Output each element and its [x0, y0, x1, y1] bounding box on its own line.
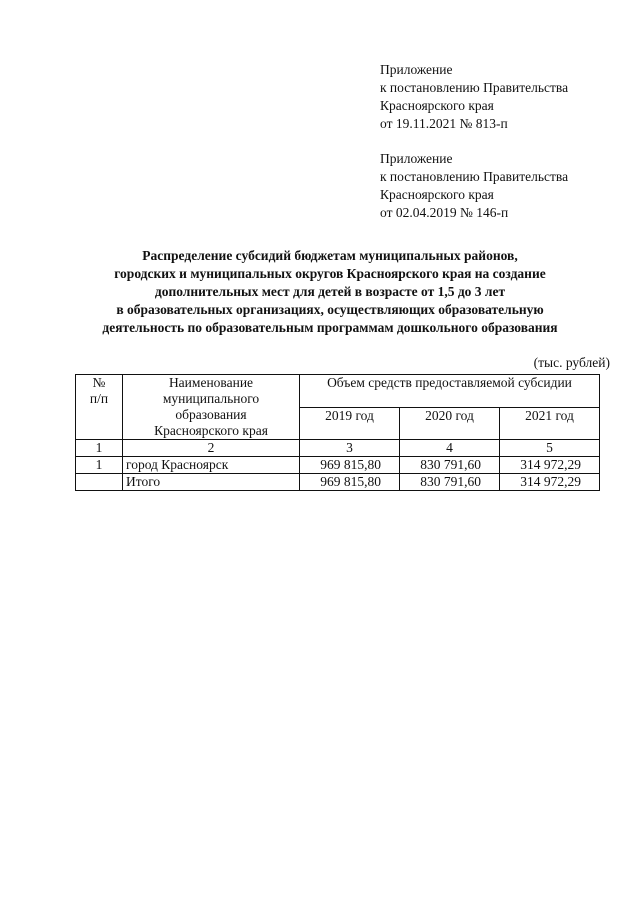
appendix-ref-line: Красноярского края	[380, 98, 494, 113]
row-value-2021: 314 972,29	[500, 457, 600, 474]
title-line: в образовательных организациях, осуществляющих образовательную	[116, 302, 544, 317]
column-number: 1	[76, 440, 123, 457]
header-name	[123, 375, 300, 440]
row-municipality-name: город Красноярск	[123, 457, 300, 474]
row-value-2019: 969 815,80	[300, 457, 400, 474]
header-subsidy-group: Объем средств предоставляемой субсидии	[300, 375, 600, 408]
row-number: 1	[76, 457, 123, 474]
title-line: деятельность по образовательным программам дошкольного образования	[102, 320, 558, 335]
appendix-ref-date: от 19.11.2021 № 813-п	[380, 116, 508, 131]
title-line: Распределение субсидий бюджетам муниципальных районов,	[142, 248, 518, 263]
column-number: 3	[300, 440, 400, 457]
document-title	[60, 247, 600, 337]
appendix-block-original	[380, 150, 630, 222]
appendix-ref-line: Красноярского края	[380, 187, 494, 202]
table-total-row	[76, 474, 600, 491]
appendix-label: Приложение	[380, 62, 453, 77]
header-number-line1: №	[92, 375, 106, 390]
column-numbers-row	[76, 440, 600, 457]
header-name-line: образования	[175, 407, 247, 422]
appendix-label: Приложение	[380, 151, 453, 166]
appendix-ref-line: к постановлению Правительства	[380, 169, 569, 184]
subsidy-table	[75, 374, 600, 491]
row-value-2020: 830 791,60	[400, 457, 500, 474]
total-value-2019: 969 815,80	[300, 474, 400, 491]
column-number: 4	[400, 440, 500, 457]
header-year-2020: 2020 год	[400, 407, 500, 440]
header-number	[76, 375, 123, 440]
total-value-2020: 830 791,60	[400, 474, 500, 491]
units-label: (тыс. рублей)	[533, 355, 610, 370]
column-number: 2	[123, 440, 300, 457]
appendix-ref-date: от 02.04.2019 № 146-п	[380, 205, 509, 220]
header-year-2021: 2021 год	[500, 407, 600, 440]
header-name-line: Красноярского края	[154, 423, 268, 438]
title-line: городских и муниципальных округов Красноярского края на создание	[114, 266, 546, 281]
header-number-line2: п/п	[89, 391, 109, 406]
column-number: 5	[500, 440, 600, 457]
total-number	[76, 474, 123, 491]
header-year-2019: 2019 год	[300, 407, 400, 440]
header-name-line: муниципального	[162, 391, 260, 406]
total-label: Итого	[123, 474, 300, 491]
table-header-row	[76, 375, 600, 408]
total-value-2021: 314 972,29	[500, 474, 600, 491]
table-row	[76, 457, 600, 474]
appendix-block-current	[380, 61, 630, 133]
header-name-line: Наименование	[168, 375, 254, 390]
appendix-ref-line: к постановлению Правительства	[380, 80, 569, 95]
title-line: дополнительных мест для детей в возрасте от 1,5 до 3 лет	[154, 284, 506, 299]
